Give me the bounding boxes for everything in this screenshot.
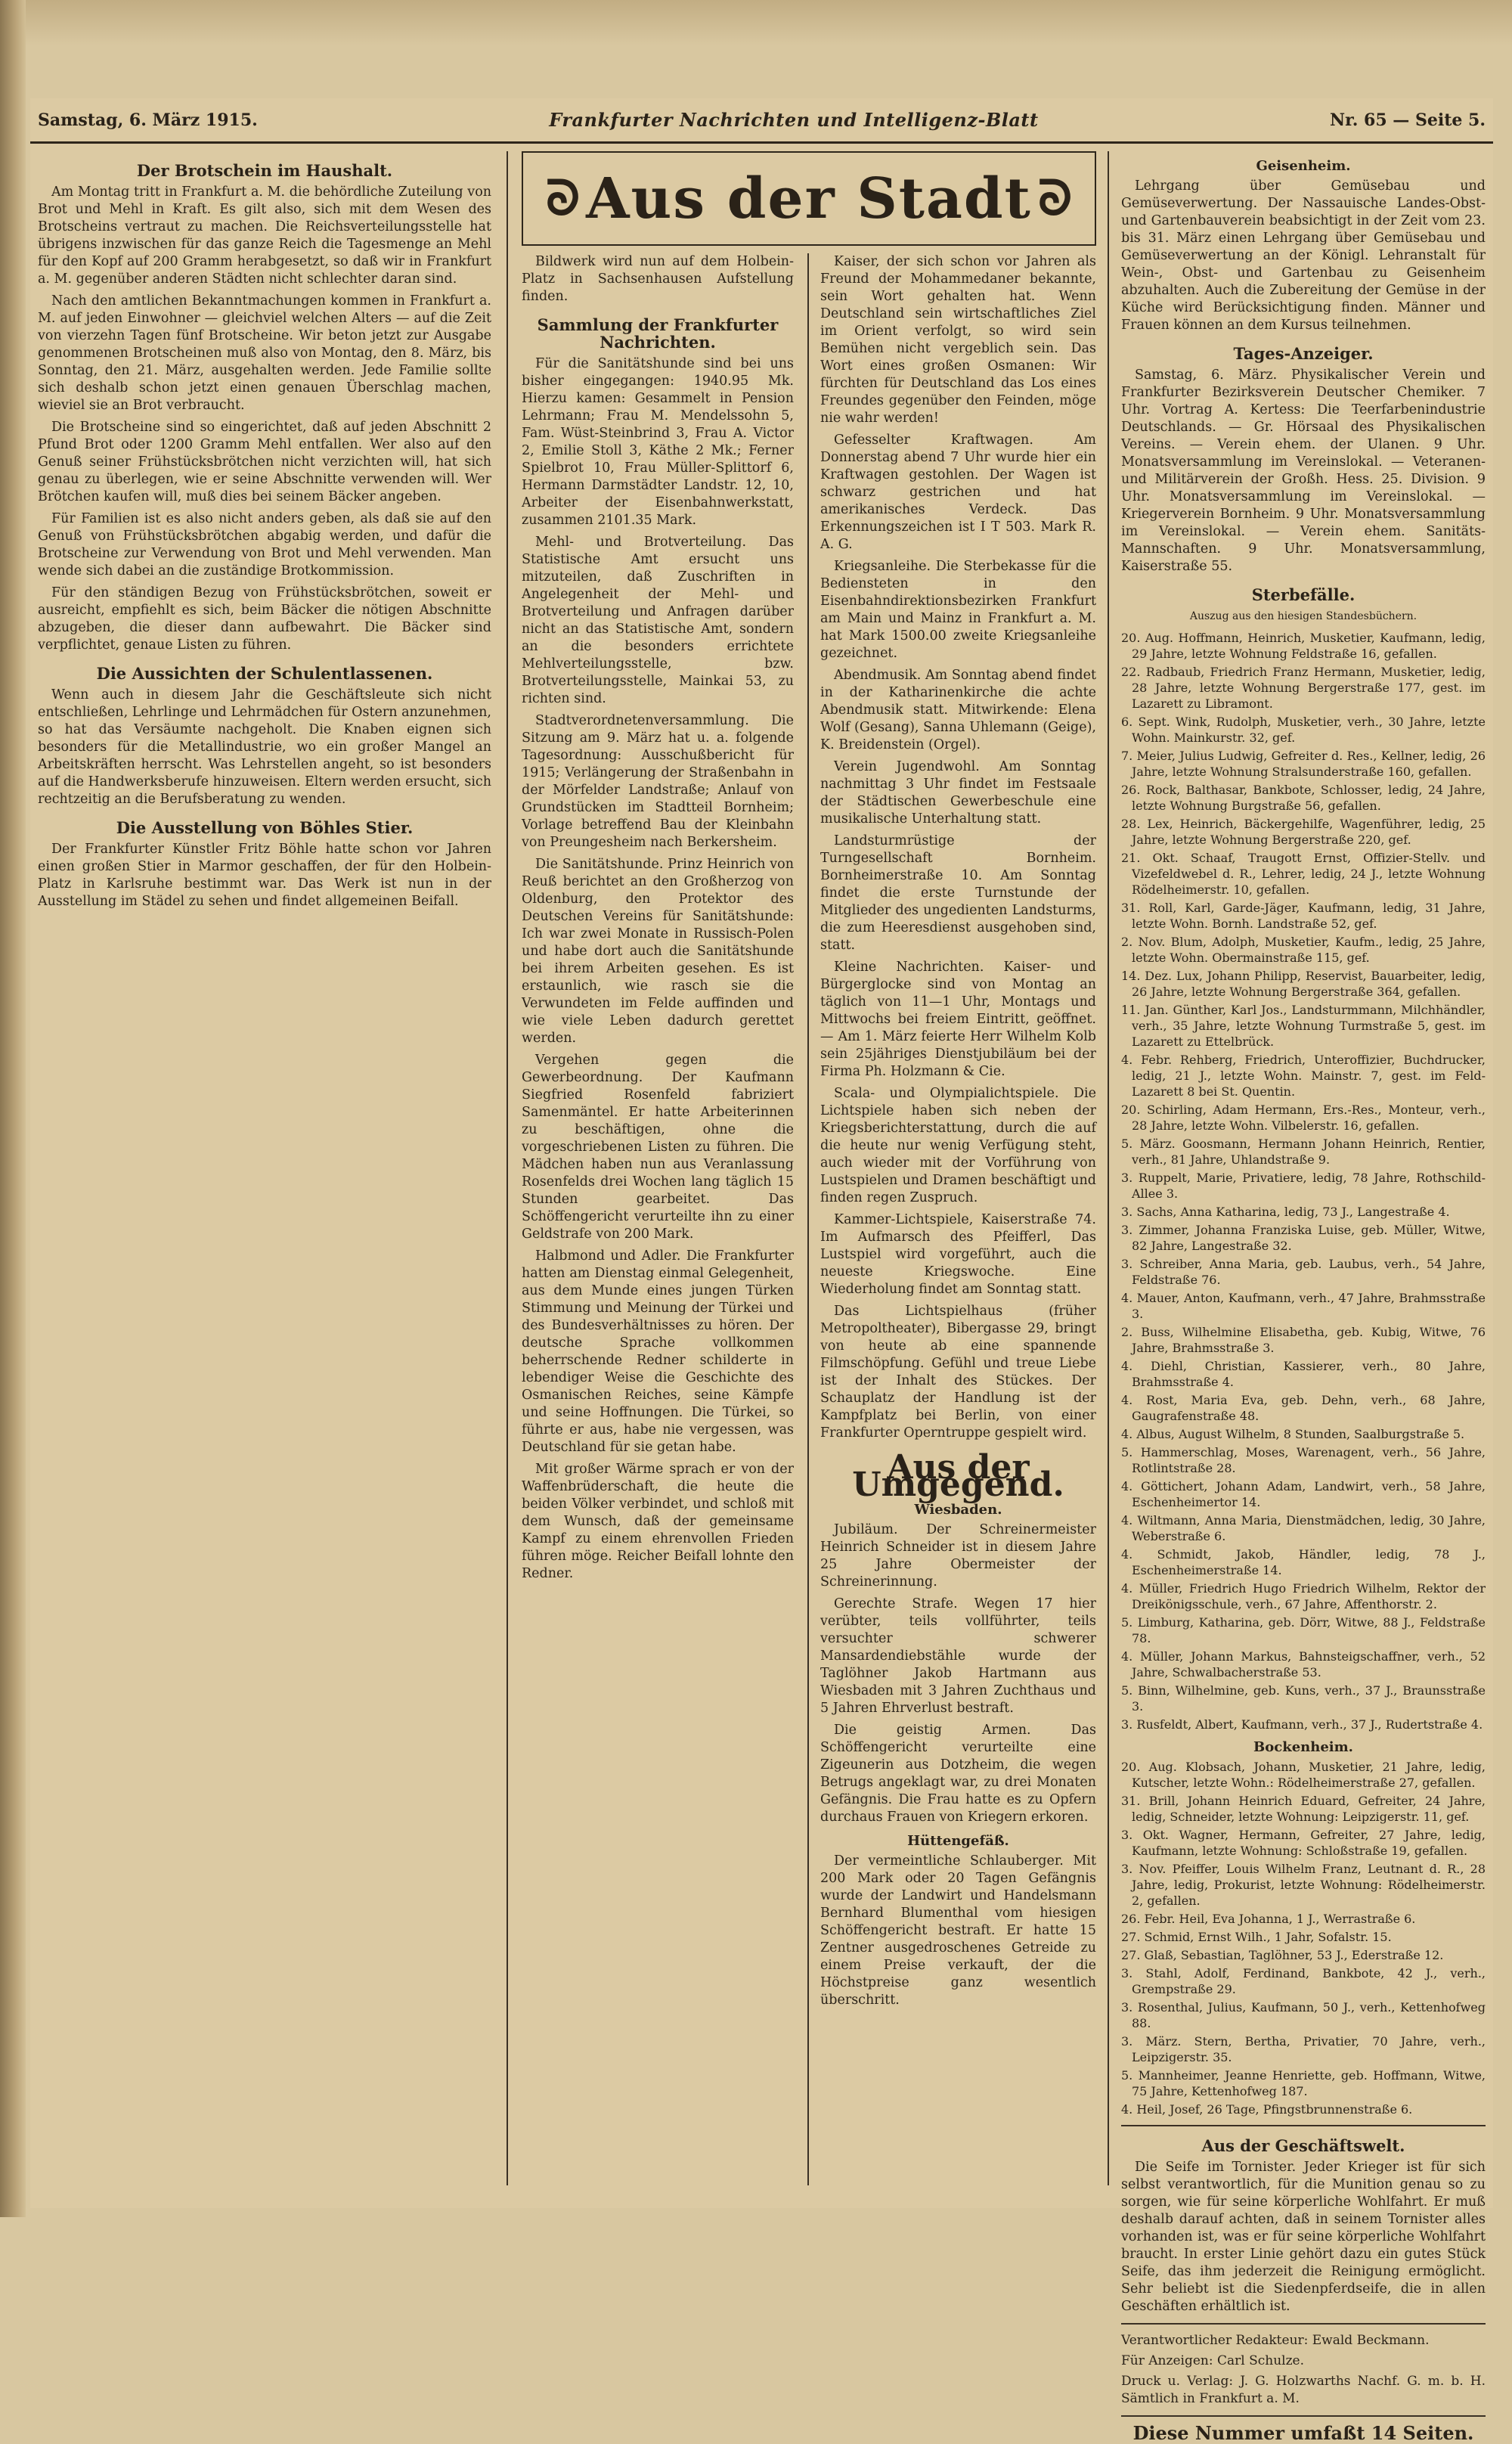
notice-item: 5. Mannheimer, Jeanne Henriette, geb. Hoffmann, Witwe, 75 Jahre, Kettenhofweg 187.	[1121, 2068, 1486, 2098]
article-paragraph: Mit großer Wärme sprach er von der Waffenbrüderschaft, die heute die beiden Völker verbindet, und schloß mit dem Wunsch, daß der gemeinsame Kampf zu einem ehrenvollen Frieden führen möge. Reicher Beifall lohnte den Redner.	[522, 1462, 794, 1581]
column-rule	[1108, 151, 1109, 2185]
notice-item: 3. Okt. Wagner, Hermann, Gefreiter, 27 Jahre, ledig, Kaufmann, letzte Wohnung: Schloßstraße 19, gefallen.	[1121, 1828, 1486, 1858]
notice-item: 27. Schmid, Ernst Wilh., 1 Jahr, Sofalstr. 15.	[1121, 1930, 1392, 1944]
notice-item: 26. Febr. Heil, Eva Johanna, 1 J., Werrastraße 6.	[1121, 1912, 1416, 1926]
article-heading: Der Brotschein im Haushalt.	[136, 161, 393, 180]
divider	[1121, 2125, 1486, 2126]
page-binding-edge	[0, 0, 26, 2217]
notice-item: 4. Mauer, Anton, Kaufmann, verh., 47 Jahre, Brahmsstraße 3.	[1121, 1291, 1486, 1321]
header-date: Samstag, 6. März 1915.	[38, 110, 258, 130]
banner-ornament-right-icon: ᘐ	[1037, 170, 1072, 227]
section-title: Aus der Stadt	[586, 166, 1032, 231]
notice-item: 4. Göttichert, Johann Adam, Landwirt, verh., 58 Jahre, Eschenheimertor 14.	[1121, 1479, 1486, 1509]
notice-item: 20. Aug. Hoffmann, Heinrich, Musketier, Kaufmann, ledig, 29 Jahre, letzte Wohnung Feldstraße 16, gefallen.	[1121, 631, 1486, 661]
heading-geschaeftswelt: Aus der Geschäftswelt.	[1201, 2136, 1405, 2155]
impressum-editor: Verantwortlicher Redakteur: Ewald Beckmann.	[1121, 2333, 1430, 2348]
notice-item: 4. Diehl, Christian, Kassierer, verh., 80 Jahre, Brahmsstraße 4.	[1121, 1359, 1486, 1389]
notice-item: 4. Rost, Maria Eva, geb. Dehn, verh., 68 Jahre, Gaugrafenstraße 48.	[1121, 1393, 1486, 1423]
notice-item: 4. Febr. Rehberg, Friedrich, Unteroffizier, Buchdrucker, ledig, 21 J., letzte Wohn. Mainstr. 7, gest. im Feld-Lazarett 8 bei St. Quentin.	[1121, 1053, 1486, 1099]
notice-item: 3. Stahl, Adolf, Ferdinand, Bankbote, 42 J., verh., Grempstraße 29.	[1121, 1966, 1486, 1996]
notice-item: 5. März. Goosmann, Hermann Johann Heinrich, Rentier, verh., 81 Jahre, Uhlandstraße 9.	[1121, 1137, 1486, 1167]
column-4	[1114, 151, 1493, 2444]
notice-item: 3. Nov. Pfeiffer, Louis Wilhelm Franz, Leutnant d. R., 28 Jahre, ledig, Prokurist, letzte Wohnung: Rödelheimerstr. 2, gefallen.	[1121, 1862, 1486, 1908]
article-heading: Die Aussichten der Schulentlassenen.	[96, 664, 433, 683]
article-paragraph: Kaiser, der sich schon vor Jahren als Freund der Mohammedaner bekannte, sein Wort gehalten hat. Wenn Deutschland sein wirtschaftliches Ziel im Orient verfolgt, so wird sein Bemühen nicht vergeblich sein. Das Wort eines großen Osmanen: Wir fürchten für Deutschland das Los eines Freundes gegenüber den Feinden, möge nie wahr werden!	[820, 254, 1096, 426]
article-paragraph: Für die Sanitätshunde sind bei uns bisher eingegangen: 1940.95 Mk. Hierzu kamen: Gesammelt in Pension Lehrmann; Frau M. Mendelssohn 5, Fam. Wüst-Steinbrind 3, Frau A. Victor 2, Emilie Stoll 3, Käthe 2 Mk.; Ferner Spielbrot 10, Frau Müller-Splittorf 6, Hermann Darmstädter Landstr. 12, 10, Arbeiter der Eisenbahnwerkstatt, zusammen 2101.35 Mark.	[522, 356, 794, 528]
article-paragraph: Kleine Nachrichten. Kaiser- und Bürgerglocke sind von Montag an täglich von 11—1 Uhr, Montags und Mittwochs bei freiem Eintritt, geöffnet. — Am 1. März feierte Herr Wilhelm Kolb sein 25jähriges Dienstjubiläum bei der Firma Ph. Holzmann & Cie.	[820, 960, 1096, 1079]
notice-item: 11. Jan. Günther, Karl Jos., Landsturmmann, Milchhändler, verh., 35 Jahre, letzte Wohnung Turmstraße 5, gest. im Lazarett zu Ettelbrück.	[1121, 1003, 1486, 1049]
notice-item: 5. Hammerschlag, Moses, Warenagent, verh., 56 Jahre, Rotlintstraße 28.	[1121, 1445, 1486, 1475]
notice-item: 14. Dez. Lux, Johann Philipp, Reservist, Bauarbeiter, ledig, 26 Jahre, letzte Wohnung Bergerstraße 364, gefallen.	[1121, 969, 1486, 999]
notice-item: 3. Ruppelt, Marie, Privatiere, ledig, 78 Jahre, Rothschild-Allee 3.	[1121, 1171, 1486, 1201]
article-paragraph: Der Frankfurter Künstler Fritz Böhle hatte schon vor Jahren einen großen Stier in Marmor geschaffen, der für den Holbein-Platz in Karlsruhe bestimmt war. Das Werk ist nun in der Ausstellung im Städel zu sehen und findet allgemeinen Beifall.	[38, 842, 491, 909]
notice-item: 4. Heil, Josef, 26 Tage, Pfingstbrunnenstraße 6.	[1121, 2102, 1413, 2117]
notice-item: 5. Binn, Wilhelmine, geb. Kuns, verh., 37 J., Braunsstraße 3.	[1121, 1683, 1486, 1714]
notice-item: 3. März. Stern, Bertha, Privatier, 70 Jahre, verh., Leipzigerstr. 35.	[1121, 2034, 1486, 2064]
section-heading: Aus der Umgegend.	[852, 1448, 1064, 1504]
notice-item: 28. Lex, Heinrich, Bäckergehilfe, Wagenführer, ledig, 25 Jahre, letzte Wohnung Bergerstraße 220, gef.	[1121, 817, 1486, 847]
subsection-heading: Wiesbaden.	[914, 1502, 1002, 1518]
heading-tages-anzeiger: Tages-Anzeiger.	[1233, 344, 1374, 363]
article-heading: Die Ausstellung von Böhles Stier.	[116, 818, 414, 837]
article-paragraph: Halbmond und Adler. Die Frankfurter hatten am Dienstag einmal Gelegenheit, aus dem Munde eines jungen Türken Stimmung und Meinung der Türkei und des Bundesverhältnisses zu hören. Der deutsche Sprache vollkommen beherrschende Redner schilderte in lebendiger Weise die Geschichte des Osmanischen Reiches, seine Kämpfe und seine Hoffnungen. Die Türkei, so führte er aus, habe nie vergessen, was Deutschland für sie getan habe.	[522, 1248, 794, 1455]
column-2	[514, 253, 801, 2185]
notice-item: 4. Müller, Friedrich Hugo Friedrich Wilhelm, Rektor der Dreikönigsschule, verh., 67 Jahre, Affenthorstr. 2.	[1121, 1581, 1486, 1611]
notice-item: 3. Sachs, Anna Katharina, ledig, 73 J., Langestraße 4.	[1121, 1205, 1450, 1219]
notice-item: 26. Rock, Balthasar, Bankbote, Schlosser, ledig, 24 Jahre, letzte Wohnung Burgstraße 56, gefallen.	[1121, 783, 1486, 813]
article-paragraph: Scala- und Olympialichtspiele. Die Lichtspiele haben sich neben der Kriegsberichterstattung, durch die auf die heute nur wenig Verfügung steht, auch wieder mit der Vorführung von Lustspielen und Dramen beschäftigt und finden regen Zuspruch.	[820, 1086, 1096, 1205]
death-notices-list	[1121, 630, 1486, 1732]
section-banner	[522, 151, 1096, 246]
page-header	[30, 98, 1493, 144]
notice-item: 31. Brill, Johann Heinrich Eduard, Gefreiter, 24 Jahre, ledig, Schneider, letzte Wohnung: Leipzigerstr. 11, gef.	[1121, 1794, 1486, 1824]
impressum-ads: Für Anzeigen: Carl Schulze.	[1121, 2353, 1305, 2368]
article-heading: Sammlung der Frankfurter Nachrichten.	[537, 315, 779, 352]
column-rule	[807, 253, 809, 2185]
article-paragraph: Stadtverordnetenversammlung. Die Sitzung am 9. März hat u. a. folgende Tagesordnung: Ausschußbericht für 1915; Verlängerung der Straßenbahn in der Mörfelder Landstraße; Anlauf von Grundstücken im Stadtteil Bornheim; Vorlage betreffend Bau der Kleinbahn von Preungesheim nach Berkersheim.	[522, 713, 794, 850]
article-paragraph: Für Familien ist es also nicht anders geben, als daß sie auf den Genuß von Frühstücksbrötchen abgabig werden, und dafür die Brotscheine zur Verwendung von Brot und Mehl verwenden. Man wende sich dabei an die zuständige Brotkommission.	[38, 511, 491, 578]
notice-item: 21. Okt. Schaaf, Traugott Ernst, Offizier-Stellv. und Vizefeldwebel d. R., Lehrer, ledig, 24 J., letzte Wohnung Rödelheimerstr. 10, gefallen.	[1121, 851, 1486, 897]
bockenheim-notices-list	[1121, 1759, 1486, 2117]
heading-geisenheim: Geisenheim.	[1256, 158, 1351, 174]
notice-item: 6. Sept. Wink, Rudolph, Musketier, verh., 30 Jahre, letzte Wohn. Mainkurstr. 32, gef.	[1121, 715, 1486, 745]
notice-item: 4. Albus, August Wilhelm, 8 Stunden, Saalburgstraße 5.	[1121, 1427, 1465, 1441]
sterbefaelle-subtitle: Auszug aus den hiesigen Standesbüchern.	[1189, 610, 1418, 622]
notice-item: 4. Wiltmann, Anna Maria, Dienstmädchen, ledig, 30 Jahre, Weberstraße 6.	[1121, 1513, 1486, 1543]
heading-sterbefaelle: Sterbefälle.	[1251, 585, 1356, 604]
article-paragraph: Das Lichtspielhaus (früher Metropoltheater), Bibergasse 29, bringt von heute ab eine spannende Filmschöpfung. Gefühl und treue Liebe ist der Inhalt des Stückes. Der Schauplatz der Handlung ist der Kampfplatz bei Berlin, von einer Frankfurter Operntruppe gespielt wird.	[820, 1304, 1096, 1441]
notice-item: 3. Zimmer, Johanna Franziska Luise, geb. Müller, Witwe, 82 Jahre, Langestraße 32.	[1121, 1223, 1486, 1253]
notice-item: 22. Radbaub, Friedrich Franz Hermann, Musketier, ledig, 28 Jahre, letzte Wohnung Bergerstraße 177, gest. im Lazarett zu Libramont.	[1121, 665, 1486, 711]
column-3	[813, 253, 1104, 2185]
notice-item: 2. Nov. Blum, Adolph, Musketier, Kaufm., ledig, 25 Jahre, letzte Wohn. Obermainstraße 115, gef.	[1121, 935, 1486, 965]
column-rule	[507, 151, 508, 2185]
impressum-publisher: Druck u. Verlag: J. G. Holzwarths Nachf. G. m. b. H. Sämtlich in Frankfurt a. M.	[1121, 2374, 1486, 2406]
subsection-heading: Hüttengefäß.	[907, 1833, 1009, 1849]
article-tages-anzeiger: Samstag, 6. März. Physikalischer Verein und Frankfurter Bezirksverein Deutscher Chemiker. 7 Uhr. Vortrag A. Kertess: Die Teerfarbenindustrie Deutschlands. — Gr. Hörsaal des Physikalischen Vereins. — Verein ehem. der Ulanen. 9 Uhr. Monatsversammlung im Vereinslokal. — Veteranen- und Militärverein der Großh. Hess. 25. Division. 9 Uhr. Monatsversammlung im Vereinslokal. — Kriegerverein Bornheim. 9 Uhr. Monatsversammlung im Vereinslokal. — Verein ehem. Sanitäts-Mannschaften. 9 Uhr. Monatsversammlung, Kaiserstraße 55.	[1121, 368, 1486, 574]
article-paragraph: Abendmusik. Am Sonntag abend findet in der Katharinenkirche die achte Abendmusik statt. Mitwirkende: Elena Wolf (Gesang), Sanna Uhlemann (Geige), K. Breidenstein (Orgel).	[820, 668, 1096, 752]
article-paragraph: Die Brotscheine sind so eingerichtet, daß auf jeden Abschnitt 2 Pfund Brot oder 1200 Gramm Mehl entfallen. Wer also auf den Genuß seiner Frühstücksbrötchen nicht verzichten will, hat sich genau zu überlegen, wie er seine Abschnitte verwenden will. Wer Brötchen kaufen will, muß dies bei seinem Bäcker angeben.	[38, 420, 491, 504]
article-paragraph: Mehl- und Brotverteilung. Das Statistische Amt ersucht uns mitzuteilen, daß Zuschriften in Angelegenheit der Mehl- und Brotverteilung und Anfragen darüber nicht an das Statistische Amt, sondern an die besonders errichtete Mehlverteilungsstelle, bzw. Brotverteilungsstelle, Mainkai 53, zu richten sind.	[522, 535, 794, 706]
page-top-edge	[0, 0, 1512, 45]
column-1	[30, 151, 499, 2185]
article-paragraph: Landsturmrüstige der Turngesellschaft Bornheim. Bornheimerstraße 10. Am Sonntag findet die erste Turnstunde der Mitglieder des ungedienten Landsturms, die zum Heeresdienst ausgehoben sind, statt.	[820, 833, 1096, 953]
article-paragraph: Gerechte Strafe. Wegen 17 hier verübter, teils vollführter, teils versuchter schwerer Mansardendiebstähle wurde der Taglöhner Jakob Hartmann aus Wiesbaden mit 3 Jahren Zuchthaus und 5 Jahren Ehrverlust bestraft.	[820, 1596, 1096, 1716]
notice-item: 3. Schreiber, Anna Maria, geb. Laubus, verh., 54 Jahre, Feldstraße 76.	[1121, 1257, 1486, 1287]
article-paragraph: Kriegsanleihe. Die Sterbekasse für die Bediensteten in den Eisenbahndirektionsbezirken Frankfurt am Main und Mainz in Frankfurt a. M. hat Mark 1500.00 zweite Kriegsanleihe gezeichnet.	[820, 559, 1096, 661]
notice-item: 27. Glaß, Sebastian, Taglöhner, 53 J., Ederstraße 12.	[1121, 1948, 1444, 1962]
article-paragraph: Gefesselter Kraftwagen. Am Donnerstag abend 7 Uhr wurde hier ein Kraftwagen gestohlen. Der Wagen ist schwarz gestrichen und hat amerikanisches Verdeck. Das Erkennungszeichen ist I T 503. Mark R. A. G.	[820, 433, 1096, 552]
notice-item: 4. Schmidt, Jakob, Händler, ledig, 78 J., Eschenheimerstraße 14.	[1121, 1547, 1486, 1577]
article-paragraph: Kammer-Lichtspiele, Kaiserstraße 74. Im Aufmarsch des Pfeifferl, Das Lustspiel wird vorgeführt, auch die neueste Kriegswoche. Eine Wiederholung findet am Sonntag statt.	[820, 1212, 1096, 1297]
notice-item: 31. Roll, Karl, Garde-Jäger, Kaufmann, ledig, 31 Jahre, letzte Wohn. Bornh. Landstraße 52, gef.	[1121, 901, 1486, 931]
newspaper-page	[30, 98, 1493, 2444]
article-paragraph: Nach den amtlichen Bekanntmachungen kommen in Frankfurt a. M. auf jeden Einwohner — gleichviel welchen Alters — auf die Zeit von vierzehn Tagen fünf Brotscheine. Wir beton jetzt zur Ausgabe genommenen Brotscheinen muß also von Montag, den 8. März, bis Sonntag, den 21. März, ausgehalten werden. Jede Familie sollte sich deshalb schon jetzt einen genauen Überschlag machen, wieviel sie an Brot verbraucht.	[38, 293, 491, 413]
banner-ornament-left-icon: ᘐ	[546, 170, 581, 227]
article-paragraph: Die geistig Armen. Das Schöffengericht verurteilte eine Zigeunerin aus Dotzheim, die wegen Betrugs angeklagt war, zu drei Monaten Gefängnis. Die Frau hatte es zu Opfern durchaus Frauen von Kriegern erkoren.	[820, 1723, 1096, 1825]
article-paragraph: Vergehen gegen die Gewerbeordnung. Der Kaufmann Siegfried Rosenfeld fabriziert Samenmäntel. Er hatte Arbeiterinnen zu beschäftigen, ohne die vorgeschriebenen Listen zu führen. Die Mädchen haben nun aus Veranlassung Rosenfelds drei Wochen lang täglich 15 Stunden gearbeitet. Das Schöffengericht verurteilte ihn zu einer Geldstrafe von 200 Mark.	[522, 1053, 794, 1242]
header-page-number: Nr. 65 — Seite 5.	[1330, 110, 1486, 130]
article-geisenheim: Lehrgang über Gemüsebau und Gemüseverwertung. Der Nassauische Landes-Obst- und Gartenbauverein beabsichtigt in der Zeit vom 23. bis 31. März einen Lehrgang über Gemüsebau und Gemüseverwertung an der Königl. Lehranstalt für Wein-, Obst- und Gartenbau zu Geisenheim abzuhalten. Auch die Zubereitung der Gemüse in der Küche wird Berücksichtigung finden. Männer und Frauen können an dem Kursus teilnehmen.	[1121, 178, 1486, 333]
header-masthead: Frankfurter Nachrichten und Intelligenz-Blatt	[549, 109, 1039, 131]
notice-item: 5. Limburg, Katharina, geb. Dörr, Witwe, 88 J., Feldstraße 78.	[1121, 1615, 1486, 1645]
notice-item: 20. Aug. Klobsach, Johann, Musketier, 21 Jahre, ledig, Kutscher, letzte Wohn.: Rödelheimerstraße 27, gefallen.	[1121, 1760, 1486, 1790]
notice-item: 20. Schirling, Adam Hermann, Ers.-Res., Monteur, verh., 28 Jahre, letzte Wohn. Vilbelerstr. 16, gefallen.	[1121, 1103, 1486, 1133]
article-paragraph: Bildwerk wird nun auf dem Holbein-Platz in Sachsenhausen Aufstellung finden.	[522, 254, 794, 304]
divider	[1121, 2323, 1486, 2325]
article-paragraph: Wenn auch in diesem Jahr die Geschäftsleute sich nicht entschließen, Lehrlinge und Lehrmädchen für Ostern anzunehmen, so hat das Versäumte nachgeholt. Die Knaben eignen sich besonders für die Metallindustrie, wo ein großer Mangel an Arbeitskräften herrscht. Was Lehrstellen angeht, so ist besonders auf die Handwerksberufe hinzuweisen. Eltern werden ersucht, sich rechtzeitig an die Berufsberatung zu wenden.	[38, 687, 491, 807]
heading-bockenheim: Bockenheim.	[1253, 1739, 1353, 1755]
notice-item: 3. Rusfeldt, Albert, Kaufmann, verh., 37 J., Rudertstraße 4.	[1121, 1717, 1483, 1732]
divider	[1121, 2415, 1486, 2417]
article-paragraph: Verein Jugendwohl. Am Sonntag nachmittag 3 Uhr findet im Festsaale der Städtischen Gewerbeschule eine musikalische Unterhaltung statt.	[820, 759, 1096, 827]
article-paragraph: Am Montag tritt in Frankfurt a. M. die behördliche Zuteilung von Brot und Mehl in Kraft. Es gilt also, sich mit dem Wesen des Brotscheins vertraut zu machen. Die Reichsverteilungsstelle hat übrigens inzwischen für das ganze Reich die Tagesmenge an Mehl für den Kopf auf 200 Gramm herabgesetzt, so daß wir in Frankfurt a. M. gegenüber anderen Städten nicht schlechter daran sind.	[38, 185, 491, 287]
notice-item: 7. Meier, Julius Ludwig, Gefreiter d. Res., Kellner, ledig, 26 Jahre, letzte Wohnung Stralsunderstraße 160, gefallen.	[1121, 749, 1486, 779]
article-paragraph: Jubiläum. Der Schreinermeister Heinrich Schneider ist in diesem Jahre 25 Jahre Obermeister der Schreinerinnung.	[820, 1522, 1096, 1590]
article-paragraph: Der vermeintliche Schlauberger. Mit 200 Mark oder 20 Tagen Gefängnis wurde der Landwirt und Handelsmann Bernhard Blumenthal vom hiesigen Schöffengericht bestraft. Er hatte 15 Zentner ausgedroschenes Getreide zu einem Preise verkauft, der die Höchstpreise ganz wesentlich überschritt.	[820, 1853, 1096, 2008]
notice-item: 4. Müller, Johann Markus, Bahnsteigschaffner, verh., 52 Jahre, Schwalbacherstraße 53.	[1121, 1649, 1486, 1679]
article-paragraph: Die Sanitätshunde. Prinz Heinrich von Reuß berichtet an den Großherzog von Oldenburg, den Protektor des Deutschen Vereins für Sanitätshunde: Ich war zwei Monate in Russisch-Polen und habe dort auch die Sanitätshunde bei ihrem Arbeiten gesehen. Es ist erstaunlich, wie rasch sie die Verwundeten im Felde auffinden und wie viele Leben dadurch gerettet werden.	[522, 857, 794, 1046]
notice-item: 2. Buss, Wilhelmine Elisabetha, geb. Kubig, Witwe, 76 Jahre, Brahmsstraße 3.	[1121, 1325, 1486, 1355]
notice-item: 3. Rosenthal, Julius, Kaufmann, 50 J., verh., Kettenhofweg 88.	[1121, 2000, 1486, 2030]
article-paragraph: Für den ständigen Bezug von Frühstücksbrötchen, soweit er ausreicht, empfiehlt es sich, beim Bäcker die nötigen Abschnitte abzugeben, die dieser dann aufbewahrt. Die Bäcker sind verpflichtet, genaue Listen zu führen.	[38, 585, 491, 653]
closing-note: Diese Nummer umfaßt 14 Seiten.	[1132, 2422, 1474, 2444]
article-geschaeftswelt: Die Seife im Tornister. Jeder Krieger ist für sich selbst verantwortlich, für die Munition genau so zu sorgen, wie für seine körperliche Wohlfahrt. Er muß deshalb darauf achten, daß in seinem Tornister alles vorhanden ist, was er für seine körperliche Wohlfahrt braucht. In erster Linie gehört dazu ein gutes Stück Seife, das ihm jederzeit die Reinigung ermöglicht. Sehr beliebt ist die Siedenpferdseife, die in allen Geschäften erhältlich ist.	[1121, 2160, 1486, 2314]
